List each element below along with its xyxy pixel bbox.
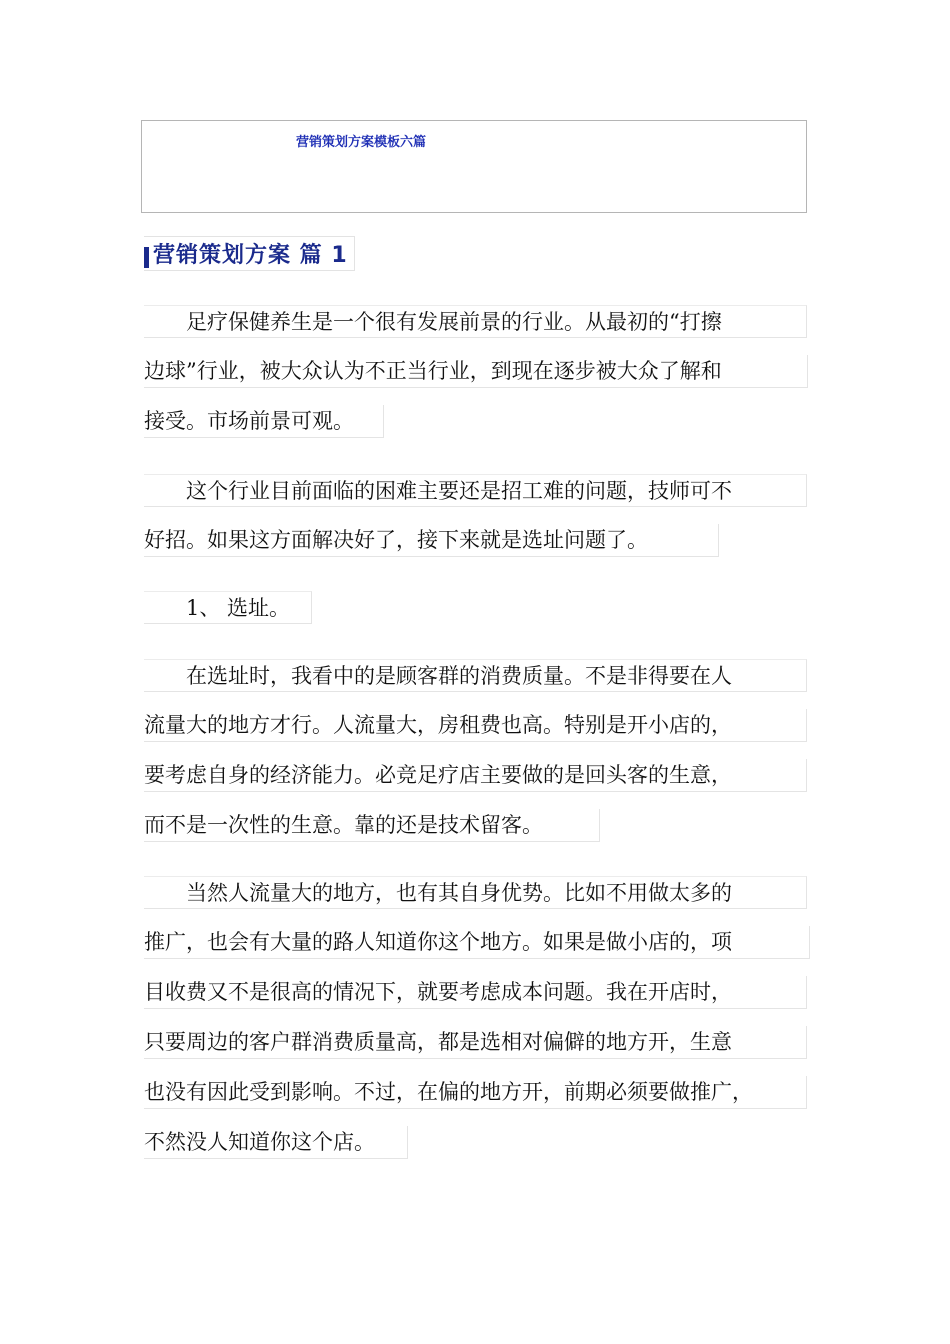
paragraph-line: 只要周边的客户群消费质量高，都是选相对偏僻的地方开，生意 [144, 1026, 807, 1059]
paragraph-line: 目收费又不是很高的情况下，就要考虑成本问题。我在开店时， [144, 976, 807, 1009]
document-header-title: 营销策划方案模板六篇 [296, 135, 427, 150]
paragraph-line: 在选址时，我看中的是顾客群的消费质量。不是非得要在人 [144, 659, 807, 692]
paragraph-line: 要考虑自身的经济能力。必竞足疗店主要做的是回头客的生意， [144, 759, 807, 792]
paragraph-line: 这个行业目前面临的困难主要还是招工难的问题，技师可不 [144, 474, 807, 507]
section-heading [144, 236, 355, 271]
document-header-box [141, 120, 807, 213]
paragraph-line: 流量大的地方才行。人流量大，房租费也高。特别是开小店的， [144, 709, 807, 742]
paragraph-line: 接受。市场前景可观。 [144, 405, 384, 438]
paragraph-line: 1、 选址。 [144, 591, 312, 624]
paragraph-line: 当然人流量大的地方，也有其自身优势。比如不用做太多的 [144, 876, 807, 909]
paragraph-line: 好招。如果这方面解决好了，接下来就是选址问题了。 [144, 524, 719, 557]
paragraph-line: 也没有因此受到影响。不过，在偏的地方开，前期必须要做推广， [144, 1076, 807, 1109]
paragraph-line: 推广，也会有大量的路人知道你这个地方。如果是做小店的，项 [144, 926, 810, 959]
paragraph-line: 不然没人知道你这个店。 [144, 1126, 408, 1159]
paragraph-line: 而不是一次性的生意。靠的还是技术留客。 [144, 809, 600, 842]
paragraph-line: 足疗保健养生是一个很有发展前景的行业。从最初的“打擦 [144, 305, 807, 338]
heading-marker-bar [144, 247, 149, 268]
paragraph-line: 边球”行业，被大众认为不正当行业，到现在逐步被大众了解和 [144, 355, 808, 388]
section-heading-text: 营销策划方案 篇 1 [153, 243, 348, 268]
